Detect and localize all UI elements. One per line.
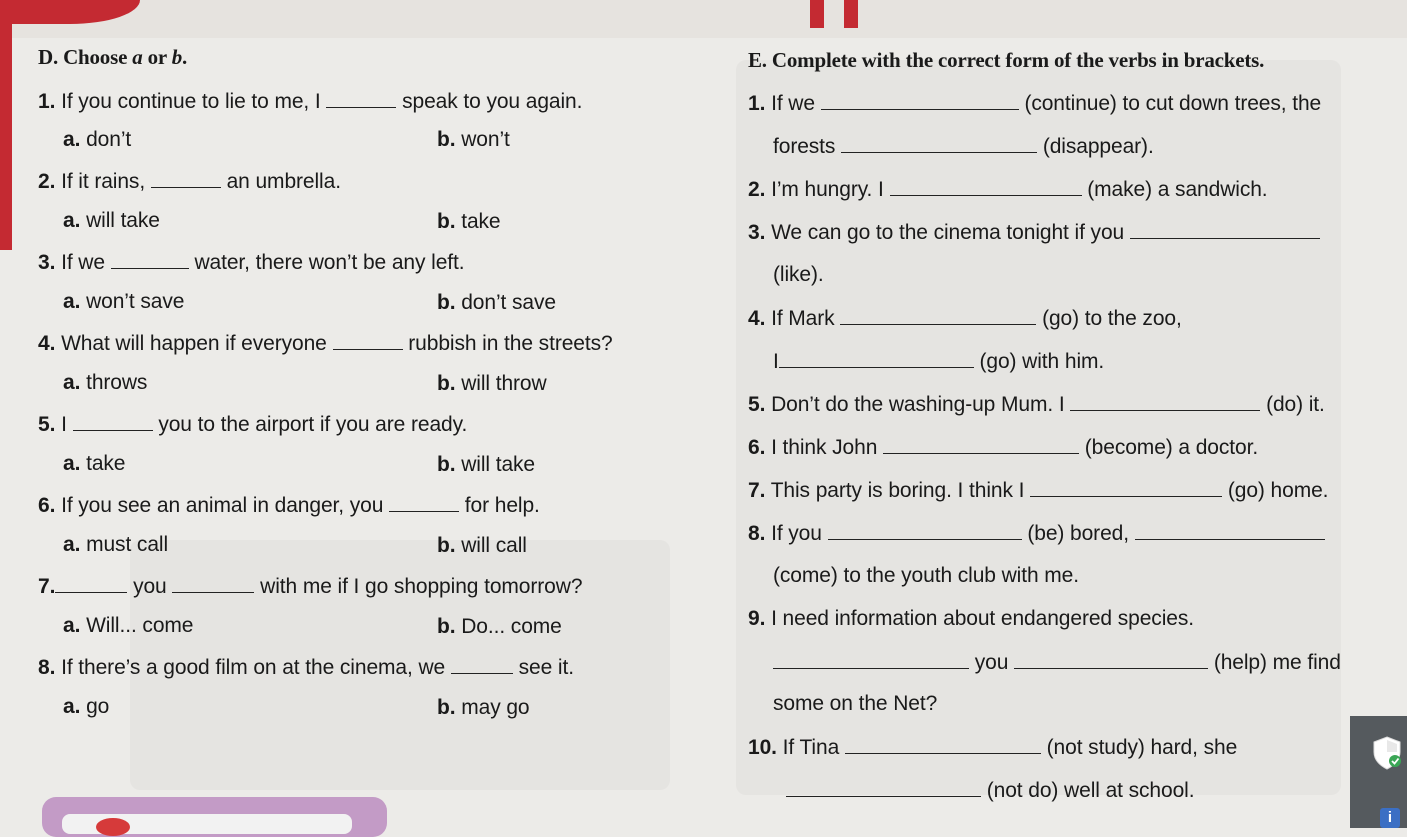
option-a[interactable]: a. must call <box>63 533 169 556</box>
option-a[interactable]: a. throws <box>63 371 148 394</box>
section-e-heading: E. Complete with the correct form of the verbs in brackets. <box>748 48 1265 72</box>
answer-blank[interactable] <box>1135 521 1325 540</box>
answer-blank[interactable] <box>890 177 1082 196</box>
answer-blank[interactable] <box>111 250 189 269</box>
answer-blank[interactable] <box>1030 478 1222 497</box>
option-b[interactable]: b. take <box>437 210 501 233</box>
answer-blank[interactable] <box>845 735 1041 754</box>
footer-red-dot <box>96 818 130 836</box>
answer-blank[interactable] <box>333 331 403 350</box>
answer-blank[interactable] <box>821 91 1019 110</box>
option-a[interactable]: a. don’t <box>63 128 132 151</box>
answer-blank[interactable] <box>172 574 254 593</box>
question-e4: 4. If Mark (go) to the zoo, <box>748 307 1182 330</box>
question-d4: 4. What will happen if everyone rubbish in the streets? <box>38 332 613 355</box>
question-e5: 5. Don’t do the washing-up Mum. I (do) it. <box>748 393 1325 416</box>
red-page-edge <box>0 0 12 250</box>
question-e1-cont: forests (disappear). <box>773 135 1154 158</box>
option-a[interactable]: a. won’t save <box>63 290 185 313</box>
question-e9-cont2: some on the Net? <box>773 692 938 715</box>
answer-blank[interactable] <box>389 493 459 512</box>
option-a[interactable]: a. go <box>63 695 110 718</box>
question-d8: 8. If there’s a good film on at the cinema, we see it. <box>38 656 574 679</box>
question-e6: 6. I think John (become) a doctor. <box>748 436 1259 459</box>
option-b[interactable]: b. will call <box>437 534 527 557</box>
question-e3: 3. We can go to the cinema tonight if you <box>748 220 1320 245</box>
answer-blank[interactable] <box>840 306 1036 325</box>
red-bar-decoration <box>844 0 858 28</box>
option-b[interactable]: b. Do... come <box>437 615 562 638</box>
bleed-through-panel <box>736 60 1341 795</box>
option-b[interactable]: b. don’t save <box>437 291 556 314</box>
answer-blank[interactable] <box>883 435 1079 454</box>
option-a[interactable]: a. will take <box>63 209 160 232</box>
option-a[interactable]: a. take <box>63 452 126 475</box>
question-e1: 1. If we (continue) to cut down trees, the <box>748 92 1322 115</box>
question-d6: 6. If you see an animal in danger, you for help. <box>38 494 540 517</box>
question-e8: 8. If you (be) bored, <box>748 521 1325 546</box>
answer-blank[interactable] <box>786 778 981 797</box>
option-b[interactable]: b. won’t <box>437 128 510 151</box>
option-b[interactable]: b. will take <box>437 453 536 476</box>
question-e2: 2. I’m hungry. I (make) a sandwich. <box>748 178 1268 201</box>
answer-blank[interactable] <box>1014 650 1208 669</box>
option-b[interactable]: b. may go <box>437 696 530 719</box>
question-e8-cont: (come) to the youth club with me. <box>773 564 1079 587</box>
answer-blank[interactable] <box>1070 392 1260 411</box>
answer-blank[interactable] <box>55 574 127 593</box>
option-b[interactable]: b. will throw <box>437 372 547 395</box>
red-bar-decoration <box>810 0 824 28</box>
question-e4-cont: I (go) with him. <box>773 350 1105 373</box>
section-d-heading: D. Choose a or b. <box>38 45 188 69</box>
question-e3-cont: (like). <box>773 263 824 286</box>
answer-blank[interactable] <box>1130 220 1320 239</box>
question-e10-cont: (not do) well at school. <box>786 778 1194 803</box>
shield-icon[interactable] <box>1372 736 1402 770</box>
question-e10: 10. If Tina (not study) hard, she <box>748 736 1238 759</box>
question-d1: 1. If you continue to lie to me, I speak to you again. <box>38 90 583 113</box>
answer-blank[interactable] <box>451 655 513 674</box>
question-d7: 7. you with me if I go shopping tomorrow? <box>38 575 583 598</box>
option-a[interactable]: a. Will... come <box>63 614 194 637</box>
question-d2: 2. If it rains, an umbrella. <box>38 170 341 193</box>
page-top-band <box>0 0 1407 38</box>
answer-blank[interactable] <box>841 134 1037 153</box>
answer-blank[interactable] <box>828 521 1022 540</box>
answer-blank[interactable] <box>326 89 396 108</box>
question-e9: 9. I need information about endangered species. <box>748 607 1194 630</box>
question-e9-cont: you (help) me find <box>773 650 1341 675</box>
question-d5: 5. I you to the airport if you are ready. <box>38 413 468 436</box>
answer-blank[interactable] <box>779 349 974 368</box>
question-e7: 7. This party is boring. I think I (go) home. <box>748 479 1329 502</box>
answer-blank[interactable] <box>73 412 153 431</box>
answer-blank[interactable] <box>151 169 221 188</box>
question-d3: 3. If we water, there won’t be any left. <box>38 251 465 274</box>
info-icon[interactable]: i <box>1380 808 1400 828</box>
answer-blank[interactable] <box>773 650 969 669</box>
